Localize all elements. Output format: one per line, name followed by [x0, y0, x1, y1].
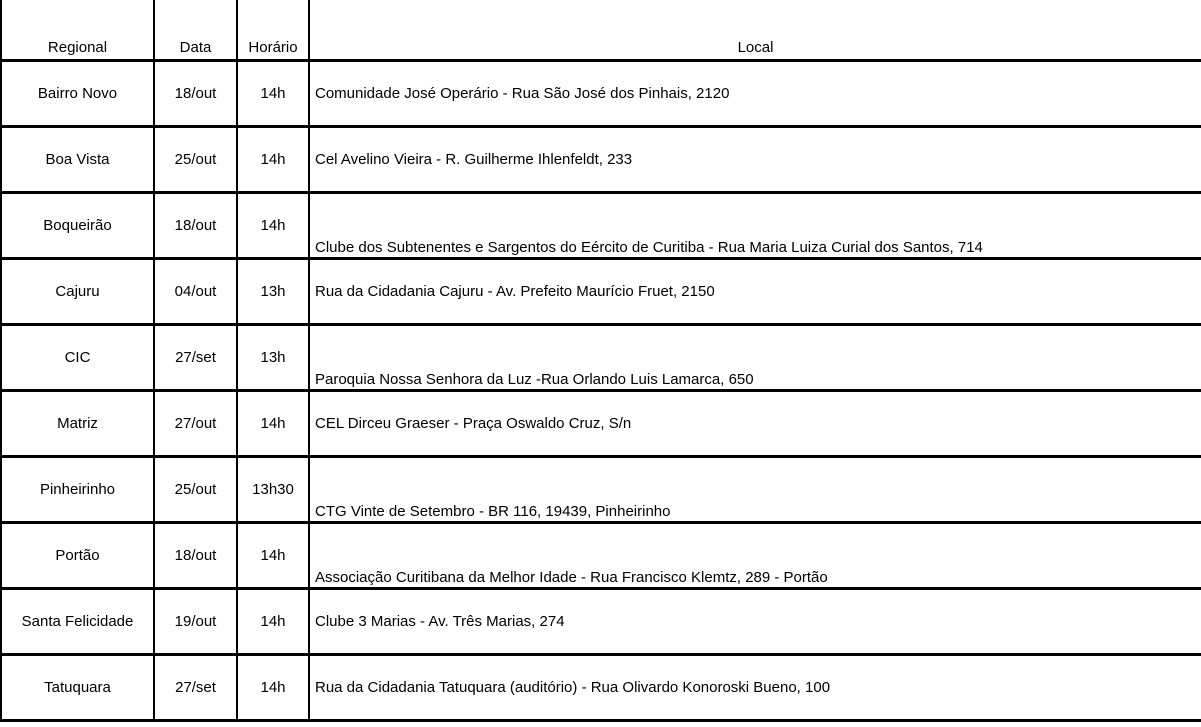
table-row	[1, 654, 1201, 720]
cell-horario: 14h	[237, 60, 309, 126]
cell-horario: 13h	[237, 324, 309, 390]
cell-local: CEL Dirceu Graeser - Praça Oswaldo Cruz, S/n	[309, 390, 1201, 456]
table-row	[1, 522, 1201, 588]
cell-regional: Santa Felicidade	[1, 588, 154, 654]
column-header-regional: Regional	[1, 0, 154, 60]
cell-horario: 14h	[237, 390, 309, 456]
cell-horario: 14h	[237, 192, 309, 258]
cell-horario: 13h30	[237, 456, 309, 522]
cell-regional: CIC	[1, 324, 154, 390]
cell-data: 25/out	[154, 456, 237, 522]
cell-data: 27/set	[154, 654, 237, 720]
cell-data: 27/out	[154, 390, 237, 456]
cell-data: 25/out	[154, 126, 237, 192]
table-row	[1, 324, 1201, 390]
table-row	[1, 192, 1201, 258]
cell-local: Clube 3 Marias - Av. Três Marias, 274	[309, 588, 1201, 654]
cell-regional: Portão	[1, 522, 154, 588]
cell-regional: Pinheirinho	[1, 456, 154, 522]
cell-regional: Matriz	[1, 390, 154, 456]
cell-data: 18/out	[154, 522, 237, 588]
cell-local: CTG Vinte de Setembro - BR 116, 19439, Pinheirinho	[309, 456, 1201, 522]
column-header-horario: Horário	[237, 0, 309, 60]
table-row	[1, 126, 1201, 192]
cell-data: 18/out	[154, 192, 237, 258]
cell-regional: Bairro Novo	[1, 60, 154, 126]
cell-local: Paroquia Nossa Senhora da Luz -Rua Orlando Luis Lamarca, 650	[309, 324, 1201, 390]
column-header-data: Data	[154, 0, 237, 60]
cell-local: Associação Curitibana da Melhor Idade - Rua Francisco Klemtz, 289 - Portão	[309, 522, 1201, 588]
table-row	[1, 588, 1201, 654]
cell-regional: Tatuquara	[1, 654, 154, 720]
table-row	[1, 456, 1201, 522]
table-header-row	[1, 0, 1201, 60]
cell-horario: 13h	[237, 258, 309, 324]
cell-data: 18/out	[154, 60, 237, 126]
cell-horario: 14h	[237, 126, 309, 192]
cell-local: Comunidade José Operário - Rua São José dos Pinhais, 2120	[309, 60, 1201, 126]
table-row	[1, 390, 1201, 456]
cell-horario: 14h	[237, 522, 309, 588]
cell-local: Rua da Cidadania Tatuquara (auditório) - Rua Olivardo Konoroski Bueno, 100	[309, 654, 1201, 720]
cell-data: 19/out	[154, 588, 237, 654]
cell-data: 04/out	[154, 258, 237, 324]
column-header-local: Local	[309, 0, 1201, 60]
cell-local: Clube dos Subtenentes e Sargentos do Eército de Curitiba - Rua Maria Luiza Curial dos Santos, 714	[309, 192, 1201, 258]
table-row	[1, 258, 1201, 324]
cell-regional: Boa Vista	[1, 126, 154, 192]
cell-local: Rua da Cidadania Cajuru - Av. Prefeito Maurício Fruet, 2150	[309, 258, 1201, 324]
table-row	[1, 60, 1201, 126]
cell-data: 27/set	[154, 324, 237, 390]
cell-horario: 14h	[237, 588, 309, 654]
cell-local: Cel Avelino Vieira - R. Guilherme Ihlenfeldt, 233	[309, 126, 1201, 192]
cell-regional: Cajuru	[1, 258, 154, 324]
cell-horario: 14h	[237, 654, 309, 720]
cell-regional: Boqueirão	[1, 192, 154, 258]
